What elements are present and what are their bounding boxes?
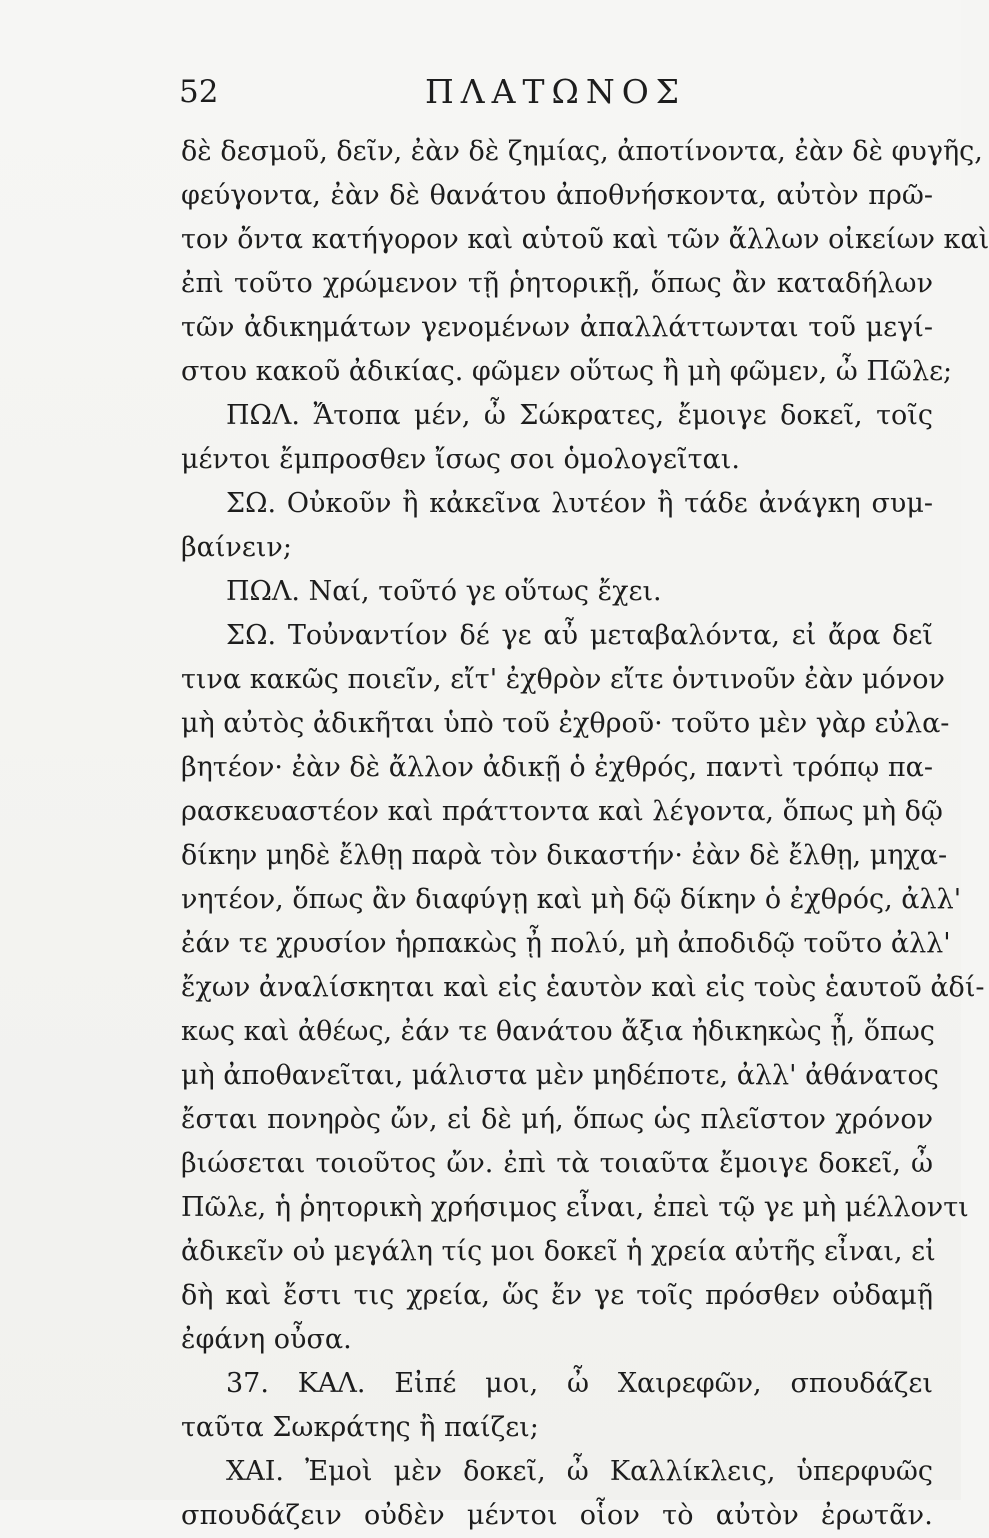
text-line: στου κακοῦ ἀδικίας. φῶμεν οὕτως ἢ μὴ φῶμεν, ὦ Πῶλε; xyxy=(181,356,953,387)
text-line: ρασκευαστέον καὶ πράττοντα καὶ λέγοντα, ὅπως μὴ δῷ xyxy=(181,796,943,827)
text-line: ἐπὶ τοῦτο χρώμενον τῇ ῥητορικῇ, ὅπως ἂν καταδήλων xyxy=(181,268,933,299)
text-line: φεύγοντα, ἐὰν δὲ θανάτου ἀποθνήσκοντα, αὐτὸν πρῶ- xyxy=(181,180,933,211)
text-line: βητέον· ἐὰν δὲ ἄλλον ἀδικῇ ὁ ἐχθρός, παντὶ τρόπῳ πα- xyxy=(181,752,933,783)
text-line: ταῦτα Σωκράτης ἢ παίζει; xyxy=(181,1412,539,1443)
text-line: δὴ καὶ ἔστι τις χρεία, ὥς ἔν γε τοῖς πρόσθεν οὐδαμῇ xyxy=(181,1280,933,1311)
page-header xyxy=(0,72,961,116)
text-line: μὴ ἀποθανεῖται, μάλιστα μὲν μηδέποτε, ἀλλ' ἀθάνατος xyxy=(181,1060,939,1091)
text-line: κως καὶ ἀθέως, ἐάν τε θανάτου ἄξια ἠδικηκὼς ᾖ, ὅπως xyxy=(181,1016,935,1047)
text-line: μὴ αὐτὸς ἀδικῆται ὑπὸ τοῦ ἐχθροῦ· τοῦτο μὲν γὰρ εὐλα- xyxy=(181,708,950,739)
text-line: νητέον, ὅπως ἂν διαφύγῃ καὶ μὴ δῷ δίκην ὁ ἐχθρός, ἀλλ' xyxy=(181,884,962,915)
text-line: ἔχων ἀναλίσκηται καὶ εἰς ἑαυτὸν καὶ εἰς τοὺς ἑαυτοῦ ἀδί- xyxy=(181,972,985,1003)
speaker-line: ΣΩ. Τοὐναντίον δέ γε αὖ μεταβαλόντα, εἰ ἄρα δεῖ xyxy=(226,620,933,651)
text-line: τινα κακῶς ποιεῖν, εἴτ' ἐχθρὸν εἴτε ὁντινοῦν ἐὰν μόνον xyxy=(181,664,945,695)
text-line: δὲ δεσμοῦ, δεῖν, ἐὰν δὲ ζημίας, ἀποτίνοντα, ἐὰν δὲ φυγῆς, xyxy=(181,136,983,167)
speaker-line: ΧΑΙ. Ἐμοὶ μὲν δοκεῖ, ὦ Καλλίκλεις, ὑπερφυῶς xyxy=(226,1456,933,1487)
text-line: ἔσται πονηρὸς ὤν, εἰ δὲ μή, ὅπως ὡς πλεῖστον χρόνον xyxy=(181,1104,933,1135)
speaker-line: ΣΩ. Οὐκοῦν ἢ κἀκεῖνα λυτέον ἢ τάδε ἀνάγκη συμ- xyxy=(226,488,933,519)
text-line: βαίνειν; xyxy=(181,532,292,563)
text-line: ἐάν τε χρυσίον ἡρπακὼς ᾖ πολύ, μὴ ἀποδιδῷ τοῦτο ἀλλ' xyxy=(181,928,951,959)
text-line: σπουδάζειν οὐδὲν μέντοι οἷον τὸ αὐτὸν ἐρωτᾶν. xyxy=(181,1500,933,1531)
text-line: Πῶλε, ἡ ῥητορικὴ χρήσιμος εἶναι, ἐπεὶ τῷ γε μὴ μέλλοντι xyxy=(181,1192,969,1223)
text-line: μέντοι ἔμπροσθεν ἴσως σοι ὁμολογεῖται. xyxy=(181,444,740,475)
running-head: ΠΛΑΤΩΝΟΣ xyxy=(425,72,687,111)
speaker-line: ΠΩΛ. Ναί, τοῦτό γε οὕτως ἔχει. xyxy=(226,576,662,607)
section-speaker-line: 37. ΚΑΛ. Εἰπέ μοι, ὦ Χαιρεφῶν, σπουδάζει xyxy=(226,1368,933,1399)
text-line: δίκην μηδὲ ἔλθῃ παρὰ τὸν δικαστήν· ἐὰν δὲ ἔλθῃ, μηχα- xyxy=(181,840,948,871)
text-line: τον ὄντα κατήγορον καὶ αὑτοῦ καὶ τῶν ἄλλων οἰκείων καὶ xyxy=(181,224,989,255)
text-line: βιώσεται τοιοῦτος ὤν. ἐπὶ τὰ τοιαῦτα ἔμοιγε δοκεῖ, ὦ xyxy=(181,1148,933,1179)
text-line: ἐφάνη οὖσα. xyxy=(181,1324,352,1355)
text-line: τῶν ἀδικημάτων γενομένων ἀπαλλάττωνται τοῦ μεγί- xyxy=(181,312,933,343)
page-number: 52 xyxy=(179,74,219,110)
speaker-line: ΠΩΛ. Ἄτοπα μέν, ὦ Σώκρατες, ἔμοιγε δοκεῖ, τοῖς xyxy=(226,400,933,431)
body-text xyxy=(181,130,989,1538)
text-line: ἀδικεῖν οὐ μεγάλη τίς μοι δοκεῖ ἡ χρεία αὐτῆς εἶναι, εἰ xyxy=(181,1236,936,1267)
